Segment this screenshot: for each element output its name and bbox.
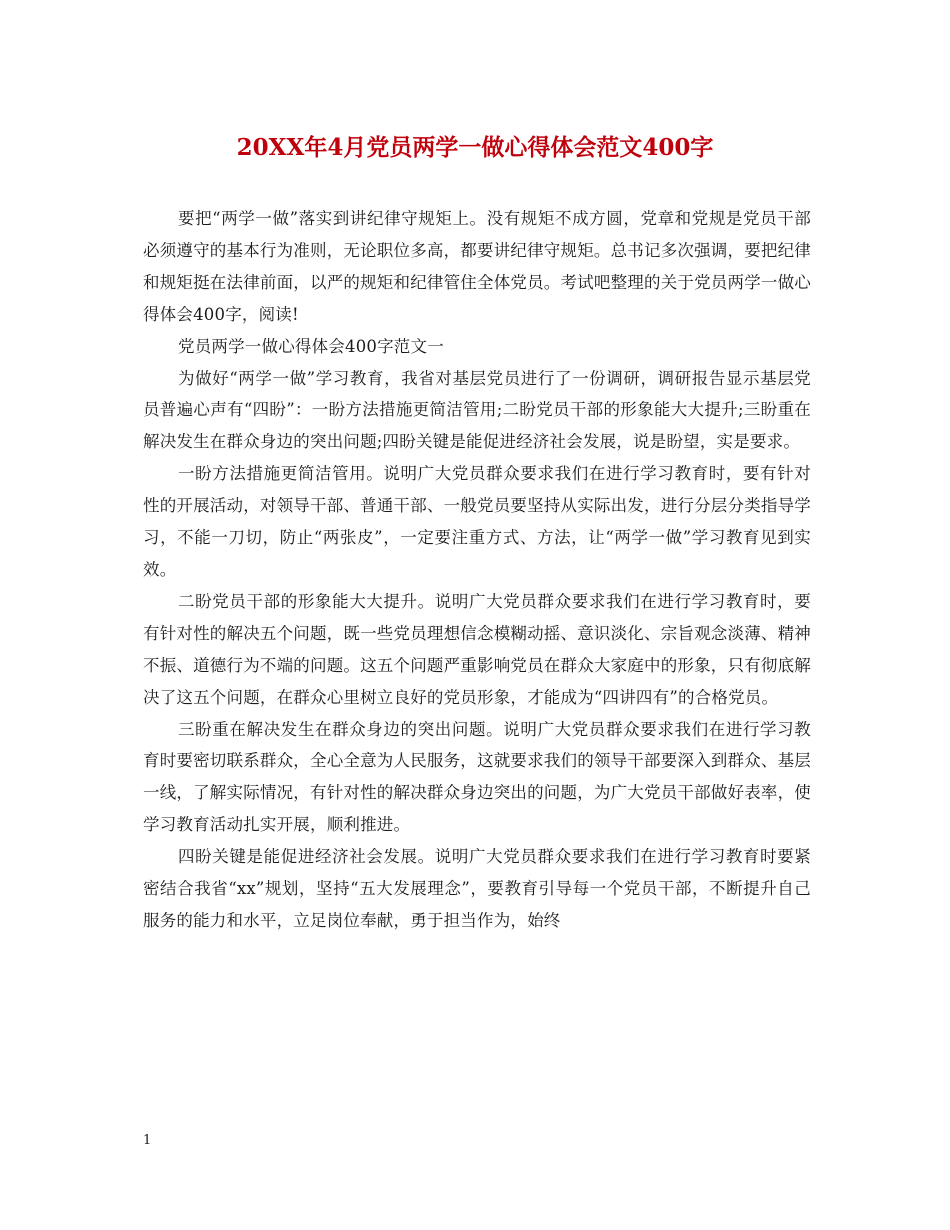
paragraph-subheading: 党员两学一做心得体会400字范文一 (178, 336, 444, 356)
paragraph-intro: 要把“两学一做”落实到讲纪律守规矩上。没有规矩不成方圆，党章和党规是党员干部必须遵守的基本行为准则，无论职位多高，都要讲纪律守规矩。总书记多次强调，要把纪律和规矩挺在法律前面，以严的规矩和纪律管住全体党员。考试吧整理的关于党员两学一做心得体会400字，阅读! (143, 209, 811, 324)
paragraph-survey: 为做好“两学一做”学习教育，我省对基层党员进行了一份调研，调研报告显示基层党员普遍心声有“四盼”：一盼方法措施更简洁管用;二盼党员干部的形象能大大提升;三盼重在解决发生在群众身边的突出问题;四盼关键是能促进经济社会发展，说是盼望，实是要求。 (143, 368, 811, 452)
page-number: 1 (143, 1133, 152, 1148)
document-body (143, 203, 811, 937)
paragraph-hope-one: 一盼方法措施更简洁管用。说明广大党员群众要求我们在进行学习教育时，要有针对性的开展活动，对领导干部、普通干部、一般党员要坚持从实际出发，进行分层分类指导学习，不能一刀切，防止“两张皮”，一定要注重方式、方法，让“两学一做”学习教育见到实效。 (143, 464, 811, 579)
paragraph-hope-three: 三盼重在解决发生在群众身边的突出问题。说明广大党员群众要求我们在进行学习教育时要密切联系群众，全心全意为人民服务，这就要求我们的领导干部要深入到群众、基层一线，了解实际情况，有针对性的解决群众身边突出的问题，为广大党员干部做好表率，使学习教育活动扎实开展，顺利推进。 (143, 719, 811, 835)
paragraph-hope-two: 二盼党员干部的形象能大大提升。说明广大党员群众要求我们在进行学习教育时，要有针对性的解决五个问题，既一些党员理想信念模糊动摇、意识淡化、宗旨观念淡薄、精神不振、道德行为不端的问题。这五个问题严重影响党员在群众大家庭中的形象，只有彻底解决了这五个问题，在群众心里树立良好的党员形象，才能成为“四讲四有”的合格党员。 (143, 591, 811, 707)
paragraph-hope-four: 四盼关键是能促进经济社会发展。说明广大党员群众要求我们在进行学习教育时要紧密结合我省“xx”规划，坚持“五大发展理念”，要教育引导每一个党员干部，不断提升自己服务的能力和水平，立足岗位奉献，勇于担当作为，始终 (143, 847, 811, 930)
document-title: 20XX年4月党员两学一做心得体会范文400字 (236, 134, 714, 161)
